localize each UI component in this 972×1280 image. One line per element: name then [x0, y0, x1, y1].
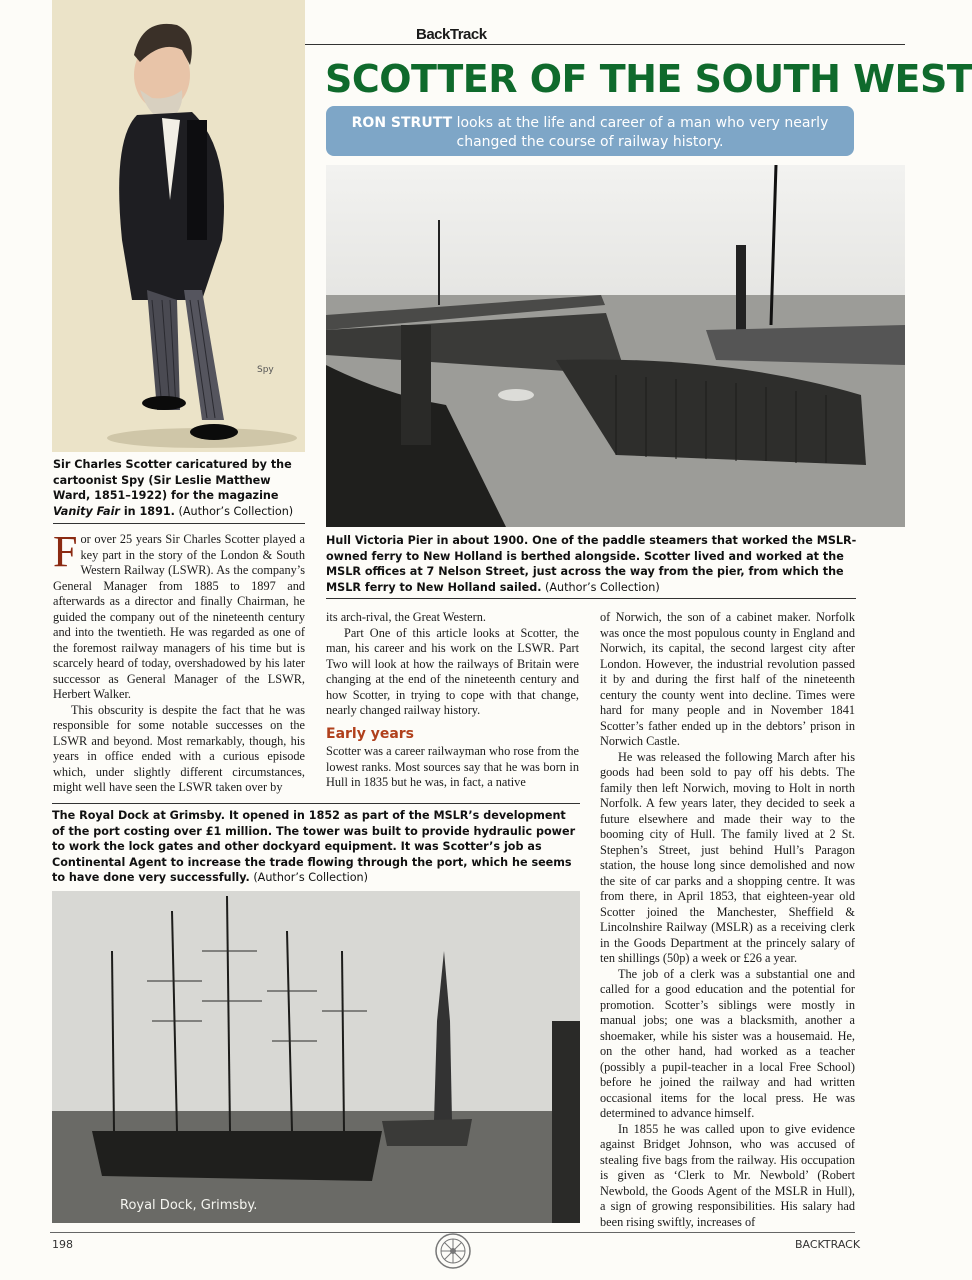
hull-victoria-pier-photo: [326, 165, 905, 527]
standfirst-text: looks at the life and career of a man who very nearly changed the course of railway history.: [456, 115, 829, 150]
spy-signature: Spy: [257, 365, 274, 375]
col3-paragraph-3: The job of a clerk was a substantial one and called for a good education and the potential for promotion. Scotter’s siblings were mostly in manual jobs; one was a blacksmith, another a shoemaker, while his sister was a housemaid. He, on the other hand, had worked as a teacher (possibly a pupil-teacher in a local Free School) before he joined the railway and had written occasional items for the local press. He was determined to advance himself.: [600, 966, 855, 1120]
col3-paragraph-2: He was released the following March after his goods had been sold to pay off his debts. The family then left Norwich, moving to Holt in north Norfolk. A few years later, they decided to seek a future elsewhere and made their way to the booming city of Hull. The family lived at 2 St. Stephen’s Street, just behind Hull’s Paragon station, the house long since demolished and now the site of car parks and a shopping centre. It was from there, in April 1853, that eighteen-year old Scotter joined the Manchester, Sheffield & Lincolnshire Railway (MSLR) as a receiving clerk in the Goods Department at the princely salary of ten shillings (50p) a week or £26 a year.: [600, 749, 855, 965]
col1-paragraph-2: This obscurity is despite the fact that he was responsible for some notable successes on the LSWR and beyond. Most remarkably, though, his years in office ended with a curious episode which, under slightly different circumstances, might well have seen the LSWR taken over by: [53, 702, 305, 794]
royal-dock-grimsby-photo: [52, 891, 580, 1223]
pier-caption: [326, 533, 861, 595]
wheel-logo-icon: [434, 1232, 472, 1270]
article-column-1: [53, 527, 305, 796]
spy-caricature-illustration: [52, 0, 305, 452]
dock-caption: [52, 808, 580, 886]
portrait-caption: [53, 457, 303, 519]
pier-caption-bold: Hull Victoria Pier in about 1900. One of the paddle steamers that worked the MSLR-owned ferry to New Holland is berthed alongside. Scotter lived and worked at the MSLR offices at 7 Nelson Street, just across the way from the pier, from which the MSLR ferry to New Holland sailed.: [326, 534, 857, 594]
publication-name: BACKTRACK: [795, 1238, 861, 1251]
col2-paragraph-1: its arch-rival, the Great Western.: [326, 610, 486, 624]
portrait-caption-credit: (Author’s Collection): [174, 504, 294, 518]
portrait-caption-post: in 1891.: [119, 504, 175, 518]
dock-caption-credit: (Author’s Collection): [249, 871, 368, 884]
dock-caption-top-rule: [52, 803, 580, 804]
dock-photo-label: Royal Dock, Grimsby.: [120, 1198, 258, 1213]
col2-paragraph-2: Part One of this article looks at Scotter, the man, his career and his work on the LSWR. Part Two will look at how the railways of Britain were changing at the end of the nineteenth century and how Scotter, in trying to cope with that change, nearly changed railway history.: [326, 625, 579, 717]
pier-caption-credit: (Author’s Collection): [541, 580, 660, 594]
article-column-2: [326, 610, 579, 791]
col3-paragraph-1: of Norwich, the son of a cabinet maker. Norfolk was once the most populous county in England and Norwich, its capital, the second largest city after London. However, the industrial revolution passed it by and during the first half of the nineteenth century the county went into decline. Times were hard for many people and in November 1841 Scotter’s father ended up in the debtors’ prison in Norwich Castle.: [600, 610, 855, 748]
standfirst-box: [326, 106, 854, 156]
headline: SCOTTER OF THE SOUTH WEST: [325, 57, 972, 101]
col1-paragraph-1: or over 25 years Sir Charles Scotter played a key part in the story of the London & South Western Railway (LSWR). As the company’s General Manager from 1885 to 1897 and afterwards as a director and finally Chairman, he guided the company out of the nineteenth century and into the twentieth. He was regarded as one of the foremost railway managers of his time but is scarcely heard of today, overshadowed by his later successor as General Manager of the LSWR, Herbert Walker.: [53, 532, 305, 701]
page-number: 198: [52, 1238, 73, 1251]
masthead: BackTrack: [416, 26, 487, 43]
dock-caption-bold: The Royal Dock at Grimsby. It opened in 1852 as part of the MSLR’s development of the port costing over £1 million. The tower was built to provide hydraulic power to work the lock gates and other dockyard equipment. It was Scotter’s job as Continental Agent to increase the trade flowing through the port, which he seems to have done very successfully.: [52, 809, 576, 884]
pier-caption-rule: [326, 598, 856, 599]
author-name: RON STRUTT: [351, 115, 453, 131]
drop-cap: F: [53, 527, 78, 576]
masthead-rule: [305, 44, 905, 45]
portrait-caption-rule: [53, 523, 305, 524]
article-column-3: [600, 610, 855, 1230]
col2-paragraph-3: Scotter was a career railwayman who rose from the lowest ranks. Most sources say that he was born in Hull in 1835 but he was, in fact, a native: [326, 744, 579, 789]
subhead-early-years: Early years: [326, 725, 415, 742]
portrait-caption-pre: Sir Charles Scotter caricatured by the cartoonist Spy (Sir Leslie Matthew Ward, 1851–1922) for the magazine: [53, 458, 292, 502]
portrait-caption-italic: Vanity Fair: [53, 504, 120, 518]
col3-paragraph-4: In 1855 he was called upon to give evidence against Bridget Johnson, who was accused of stealing five bags from the railway. His occupation is given as ‘Clerk to Mr. Newbold’ (Robert Newbold, the Goods Agent of the MSLR in Hull), a sign of growing responsibilities. His salary had been rising swiftly, increases of: [600, 1121, 855, 1229]
